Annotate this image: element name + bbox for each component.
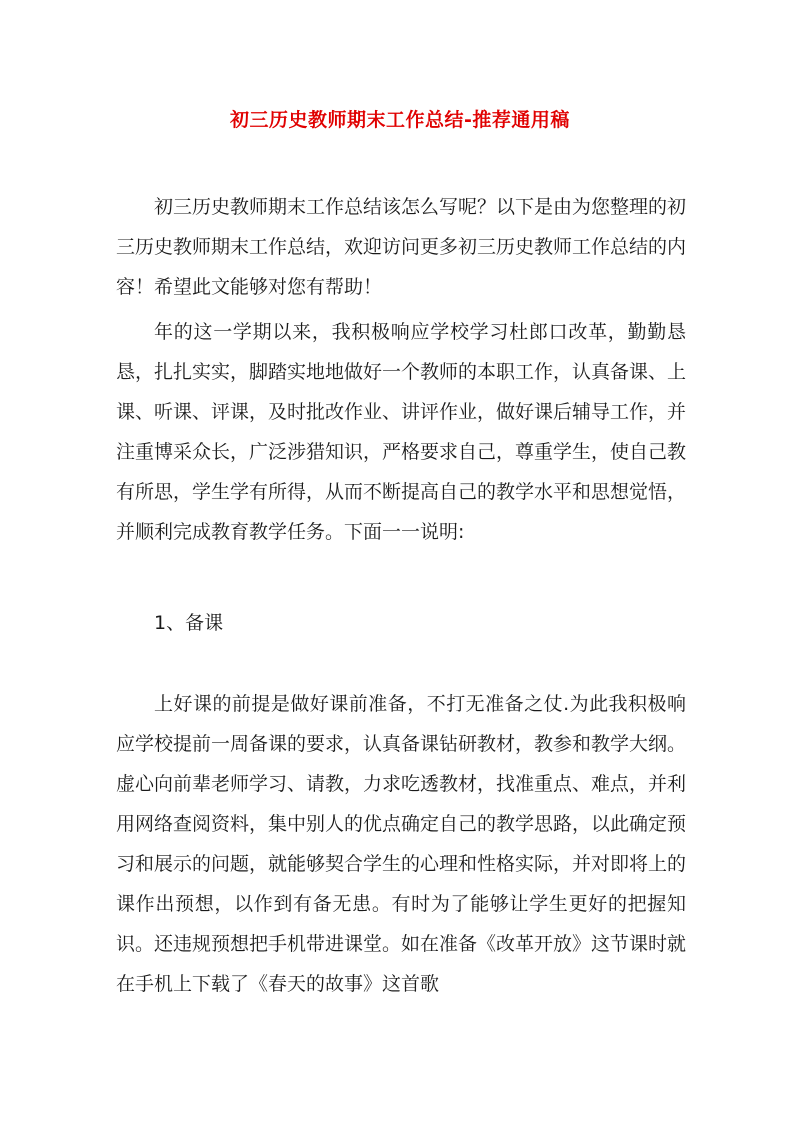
document-title: 初三历史教师期末工作总结-推荐通用稿 bbox=[230, 109, 570, 131]
summary-paragraph: 年的这一学期以来，我积极响应学校学习杜郎口改革，勤勤恳恳，扎扎实实，脚踏实地地做好一个教师的本职工作，认真备课、上课、听课、评课，及时批改作业、讲评作业，做好课后辅导工作，并注重博采众长，广泛涉猎知识，严格要求自己，尊重学生，使自己教有所思，学生学有所得，从而不断提高自己的教学水平和思想觉悟，并顺利完成教育教学任务。下面一一说明: bbox=[116, 321, 687, 543]
lesson-prep-paragraph: 上好课的前提是做好课前准备，不打无准备之仗.为此我积极响应学校提前一周备课的要求，认真备课钻研教材，教参和教学大纲。虚心向前辈老师学习、请教，力求吃透教材，找准重点、难点，并利用网络查阅资料，集中别人的优点确定自己的教学思路，以此确定预习和展示的问题，就能够契合学生的心理和性格实际，并对即将上的课作出预想，以作到有备无患。有时为了能够让学生更好的把握知识。还违规预想把手机带进课堂。如在准备《改革开放》这节课时就在手机上下载了《春天的故事》这首歌 bbox=[116, 693, 687, 995]
intro-paragraph: 初三历史教师期末工作总结该怎么写呢？以下是由为您整理的初三历史教师期末工作总结，欢迎访问更多初三历史教师工作总结的内容！希望此文能够对您有帮助！ bbox=[116, 196, 687, 298]
section-heading: 1、备课 bbox=[154, 612, 224, 634]
